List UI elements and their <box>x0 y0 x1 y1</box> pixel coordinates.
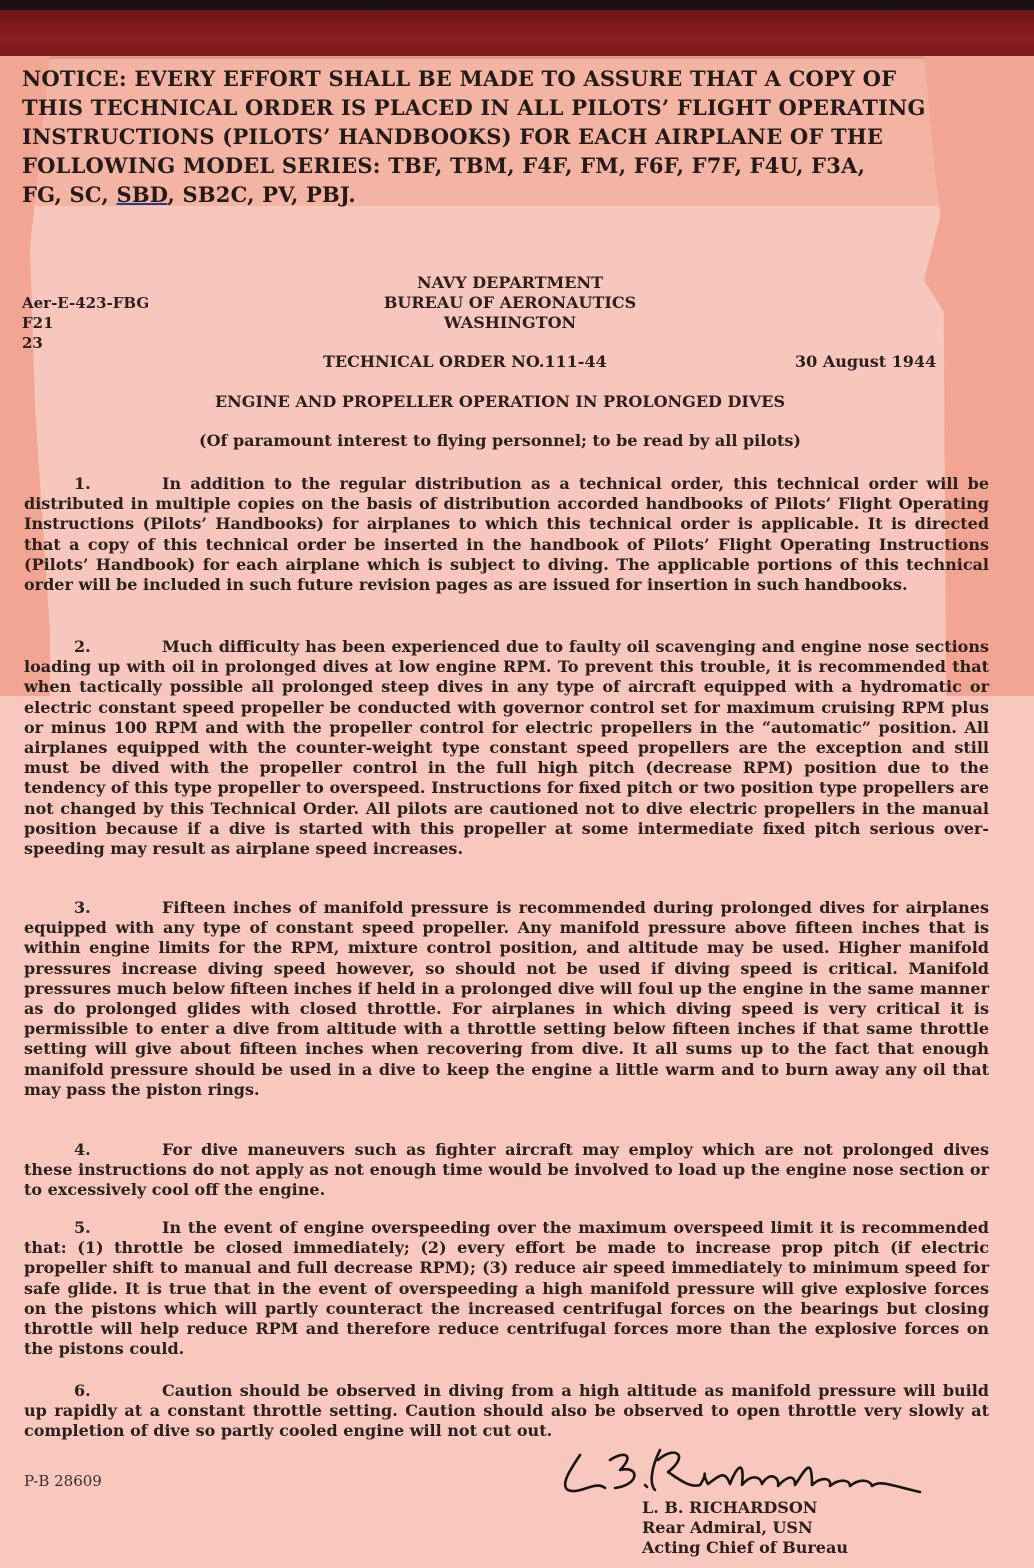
paragraph-text: Much difficulty has been experienced due to faulty oil scavenging and engine nose sections loading up with oil in prolonged dives at low engine RPM. To prevent this trouble, it is recommended that when tactically possible all prolonged steep dives in any type of aircraft equipped with a hydromatic or electric constant speed propeller be conducted with governor control set for maximum cruising RPM plus or minus 100 RPM and with the propeller control for electric propellers in the “automatic” position. All airplanes equipped with the counter-weight type constant speed propellers are the exception and still must be dived with the propeller control in the full high pitch (decrease RPM) position due to the tendency of this type propeller to overspeed. Instructions for fixed pitch or two position type propellers are not changed by this Technical Order. All pilots are cautioned not to dive electric propellers in the manual position because if a dive is started with this propeller at some intermediate fixed pitch serious over-speeding may result as airplane speed increases. <box>24 637 989 859</box>
paragraph-number: 1. <box>74 474 91 493</box>
notice-block <box>22 64 1022 209</box>
signature-icon <box>550 1440 940 1500</box>
city-name: WASHINGTON <box>443 313 577 332</box>
paragraph-text: In the event of engine overspeeding over the maximum overspeed limit it is recommended that: (1) throttle be closed immediately; (2) every effort be made to increase prop pitch (if electric propeller shift to manual and full decrease RPM); (3) reduce air speed immediately to minimum speed for safe glide. It is true that in the event of overspeeding a high manifold pressure will give explosive forces on the pistons which will partly counteract the increased centrifugal forces on the bearings but closing throttle will help reduce RPM and therefore reduce centrifugal forces more than the explosive forces on the pistons could. <box>24 1218 989 1359</box>
paragraph-5 <box>24 1218 989 1359</box>
document-subtitle: (Of paramount interest to flying personnel; to be read by all pilots) <box>199 431 801 450</box>
technical-order-number: TECHNICAL ORDER NO.111-44 <box>323 352 607 371</box>
paragraph-2 <box>24 637 989 859</box>
paragraph-text: Caution should be observed in diving from a high altitude as manifold pressure will build up rapidly at a constant throttle setting. Caution should also be observed to open throttle very slowly at completion of dive so partly cooled engine will not cut out. <box>24 1381 989 1441</box>
paragraph-number: 6. <box>74 1381 91 1400</box>
document-title: ENGINE AND PROPELLER OPERATION IN PROLONGED DIVES <box>214 392 785 411</box>
notice-text: FG, SC, <box>22 182 117 207</box>
paragraph-number: 3. <box>74 898 91 917</box>
paragraph-1 <box>24 474 989 595</box>
signer-rank: Rear Admiral, USN <box>642 1518 813 1537</box>
paragraph-number: 5. <box>74 1218 91 1237</box>
reference-block <box>22 293 149 353</box>
paragraph-text: For dive maneuvers such as fighter aircraft may employ which are not prolonged dives these instructions do not apply as not enough time would be involved to load up the engine nose section or to excessively cool off the engine. <box>24 1140 989 1200</box>
print-code: P-B 28609 <box>24 1472 102 1490</box>
signer-block <box>642 1498 848 1558</box>
signer-title: Acting Chief of Bureau <box>642 1538 848 1557</box>
bureau-name: BUREAU OF AERONAUTICS <box>383 293 637 312</box>
paragraph-text: Fifteen inches of manifold pressure is recommended during prolonged dives for airplanes equipped with any type of constant speed propeller. Any manifold pressure above fifteen inches that is within engine limits for the RPM, mixture control position, and altitude may be used. Higher manifold pressures increase diving speed however, so should not be used if diving speed is critical. Manifold pressures much below fifteen inches if held in a prolonged dive will foul up the engine in the same manner as do prolonged glides with closed throttle. For airplanes in which diving speed is very critical it is permissible to enter a dive from altitude with a throttle setting below fifteen inches if that same throttle setting will give about fifteen inches when recovering from dive. It all sums up to the fact that enough manifold pressure should be used in a dive to keep the engine a little warm and to burn away any oil that may pass the piston rings. <box>24 898 989 1099</box>
signer-name: L. B. RICHARDSON <box>642 1498 818 1517</box>
department-name: NAVY DEPARTMENT <box>417 273 603 292</box>
notice-line: FOLLOWING MODEL SERIES: TBF, TBM, F4F, FM, F6F, F7F, F4U, F3A, <box>22 153 866 178</box>
notice-line: THIS TECHNICAL ORDER IS PLACED IN ALL PILOTS’ FLIGHT OPERATING <box>22 95 926 120</box>
paragraph-6 <box>24 1381 989 1442</box>
paragraph-4 <box>24 1140 989 1201</box>
department-heading <box>300 273 720 333</box>
notice-line: NOTICE: EVERY EFFORT SHALL BE MADE TO ASSURE THAT A COPY OF <box>22 66 897 91</box>
paragraph-number: 2. <box>74 637 91 656</box>
underlined-model-sbd: SBD <box>116 182 168 207</box>
notice-line: INSTRUCTIONS (PILOTS’ HANDBOOKS) FOR EACH AIRPLANE OF THE <box>22 124 884 149</box>
reference-number: 23 <box>22 334 43 352</box>
notice-text: , SB2C, PV, PBJ. <box>167 182 356 207</box>
paragraph-text: In addition to the regular distribution as a technical order, this technical order will be distributed in multiple copies on the basis of distribution accorded handbooks of Pilots’ Flight Operating Instructions (Pilots’ Handbooks) for airplanes to which this technical order is applicable. It is directed that a copy of this technical order be inserted in the handbook of Pilots’ Flight Operating Instructions (Pilots’ Handbook) for each airplane which is subject to diving. The applicable portions of this technical order will be included in such future revision pages as are issued for insertion in such handbooks. <box>24 474 989 595</box>
paragraph-number: 4. <box>74 1140 91 1159</box>
notice-line <box>22 180 1022 209</box>
reference-code: Aer-E-423-FBG <box>22 294 150 312</box>
paragraph-3 <box>24 898 989 1100</box>
document-date: 30 August 1944 <box>795 352 937 371</box>
reference-file: F21 <box>22 314 54 332</box>
